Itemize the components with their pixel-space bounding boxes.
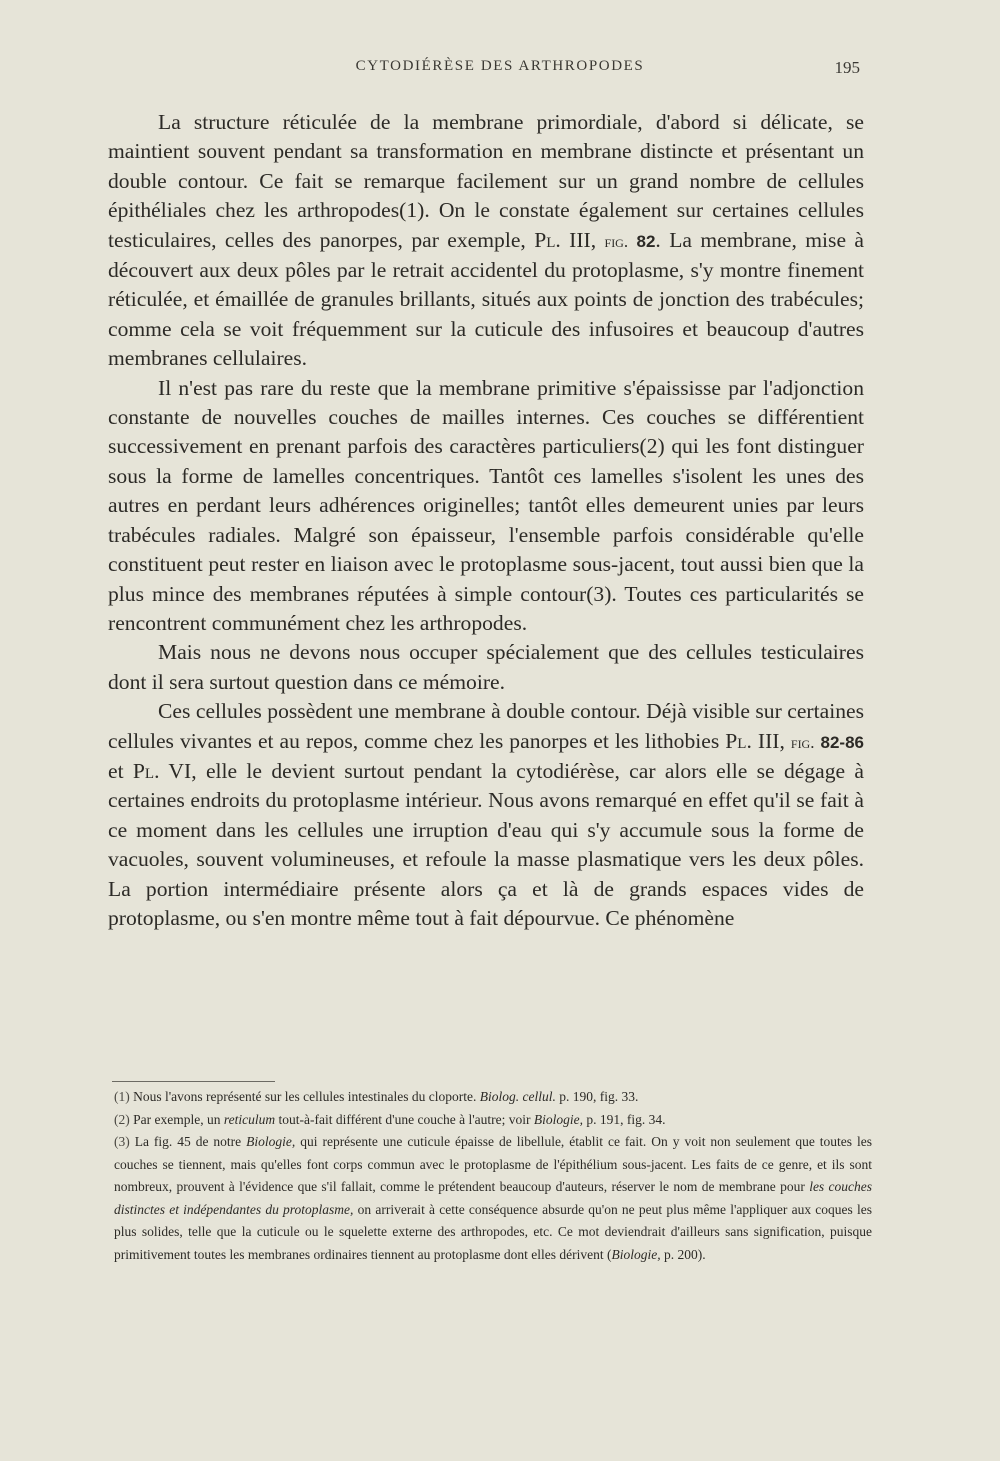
footnote-ref: (1) bbox=[399, 198, 425, 223]
text-run: qui représente une cuticule épaisse de libellule, établit ce fait. On y voit non seulement que toutes les couches se tiennent, mais qu'elles font corps commun avec le protoplasme de l'épithélium sous-jacent. Les faits de ce genre, et ils sont nombreux, prouvent à l'évidence que s'il fallait, comme le prétendent beaucoup d'auteurs, réserver le nom de membrane pour bbox=[114, 1134, 872, 1194]
figure-ref: fig. bbox=[604, 231, 629, 251]
text-run: qui les font distinguer sous la forme de lamelles concentriques. Tantôt ces lamelles s'isolent les unes des autres en perdant leurs adhérences originelles; tantôt elles demeurent unies par leurs trabécules radiales. Malgré son épaisseur, l'ensemble parfois considérable qu'elle constituent peut rester en liaison avec le protoplasme sous-jacent, tout aussi bien que la plus mince des membranes réputées à simple contour bbox=[108, 434, 864, 606]
text-run: . La membrane, mise à découvert aux deux pôles par le retrait accidentel du protoplasme, s'y montre finement réticulée, et émaillée de granules brillants, situés aux points de jonction des trabécules; comme cela se voit fréquemment sur la cuticule des infusoires et beaucoup d'autres membranes cellulaires. bbox=[108, 227, 864, 371]
footnote-marker: (1) bbox=[114, 1089, 130, 1104]
paragraph-1 bbox=[108, 108, 864, 374]
footnote-marker: (2) bbox=[114, 1111, 130, 1127]
italic-phrase: les couches distinctes et indépendantes du protoplasme, bbox=[114, 1179, 872, 1217]
text-run: tout-à-fait différent d'une couche à l'autre; voir bbox=[275, 1111, 534, 1127]
text-run: Par exemple, un bbox=[129, 1111, 224, 1127]
footnote-separator bbox=[112, 1081, 275, 1082]
italic-citation: Biologie, bbox=[533, 1111, 583, 1127]
footnote-3 bbox=[114, 1131, 872, 1266]
italic-term: reticulum bbox=[223, 1111, 276, 1127]
text-run: Il n'est pas rare du reste que la membrane primitive s'épaississe par l'adjonction constante de nouvelles couches de mailles internes. Ces couches se différentient successivement en prenant parfois des caractères particuliers bbox=[108, 375, 864, 459]
page-number: 195 bbox=[834, 58, 860, 77]
footnote-marker: (3) bbox=[114, 1134, 130, 1149]
text-run: p. 190, fig. 33. bbox=[555, 1089, 639, 1104]
footnote-ref: (3) bbox=[586, 581, 612, 606]
italic-citation: Biologie, bbox=[611, 1246, 661, 1262]
paragraph-2 bbox=[108, 374, 864, 639]
running-title: CYTODIÉRÈSE DES ARTHROPODES bbox=[355, 58, 645, 74]
plate-ref: Pl. bbox=[534, 227, 561, 252]
text-run: . Toutes ces particularités se rencontrent communément chez les arthropodes. bbox=[108, 581, 864, 635]
text-run: Ces cellules possèdent une membrane à double contour. Déjà visible sur certaines cellules vivantes et au repos, comme chez les panorpes et les lithobies bbox=[108, 699, 864, 753]
figure-number: 82 bbox=[636, 231, 656, 251]
footnote-1 bbox=[114, 1086, 872, 1109]
text-run: III, bbox=[751, 728, 791, 753]
body-text bbox=[108, 108, 864, 933]
running-head bbox=[0, 58, 1000, 82]
text-run: . On le constate également sur certaines cellules testiculaires, celles des panorpes, par exemple, bbox=[108, 198, 864, 252]
text-run: La fig. 45 de notre bbox=[129, 1134, 247, 1149]
text-run: p. 200). bbox=[660, 1246, 706, 1262]
plate-ref: Pl. bbox=[725, 728, 752, 753]
plate-ref: Pl. bbox=[132, 758, 160, 783]
text-run: VI, elle le devient surtout pendant la cytodiérèse, car alors elle se dégage à certaines endroits du protoplasme intérieur. Nous avons remarqué en effet qu'il se fait à ce moment dans les cellules une irruption d'eau qui s'y accumule sous la forme de vacuoles, souvent volumineuses, et refoule la masse plasmatique vers les deux pôles. La portion intermédiaire présente alors ça et là de grands espaces vides de protoplasme, ou s'en montre même tout à fait dépourvue. Ce phénomène bbox=[108, 758, 865, 930]
italic-citation: Biologie, bbox=[246, 1134, 296, 1149]
italic-citation: Biolog. cellul. bbox=[479, 1089, 556, 1104]
text-run: et bbox=[108, 758, 133, 783]
text-run: Nous l'avons représenté sur les cellules intestinales du cloporte. bbox=[129, 1089, 480, 1104]
text-run: III, bbox=[560, 227, 605, 252]
footnote-2 bbox=[114, 1109, 872, 1132]
text-run: p. 191, fig. 34. bbox=[583, 1111, 666, 1127]
figure-number: 82-86 bbox=[820, 732, 864, 752]
paragraph-4 bbox=[108, 697, 864, 933]
text-run: on arriverait à cette conséquence absurde qu'on ne peut plus même l'appliquer aux coques les plus solides, telle que la cuticule ou le squelette externe des arthropodes, etc. Ce mot deviendrait d'ailleurs sans signification, puisque primitivement toutes les membranes ordinaires tiennent au protoplasme dont elles dérivent ( bbox=[114, 1201, 872, 1262]
figure-ref: fig. bbox=[790, 732, 815, 752]
paragraph-3: Mais nous ne devons nous occuper spécialement que des cellules testiculaires dont il sera surtout question dans ce mémoire. bbox=[108, 640, 864, 694]
footnote-ref: (2) bbox=[639, 434, 665, 459]
text-run: La structure réticulée de la membrane primordiale, d'abord si délicate, se maintient souvent pendant sa transformation en membrane distincte et présentant un double contour. Ce fait se remarque facilement sur un grand nombre de cellules épithéliales chez les arthropodes bbox=[108, 110, 864, 223]
footnotes bbox=[114, 1086, 872, 1266]
